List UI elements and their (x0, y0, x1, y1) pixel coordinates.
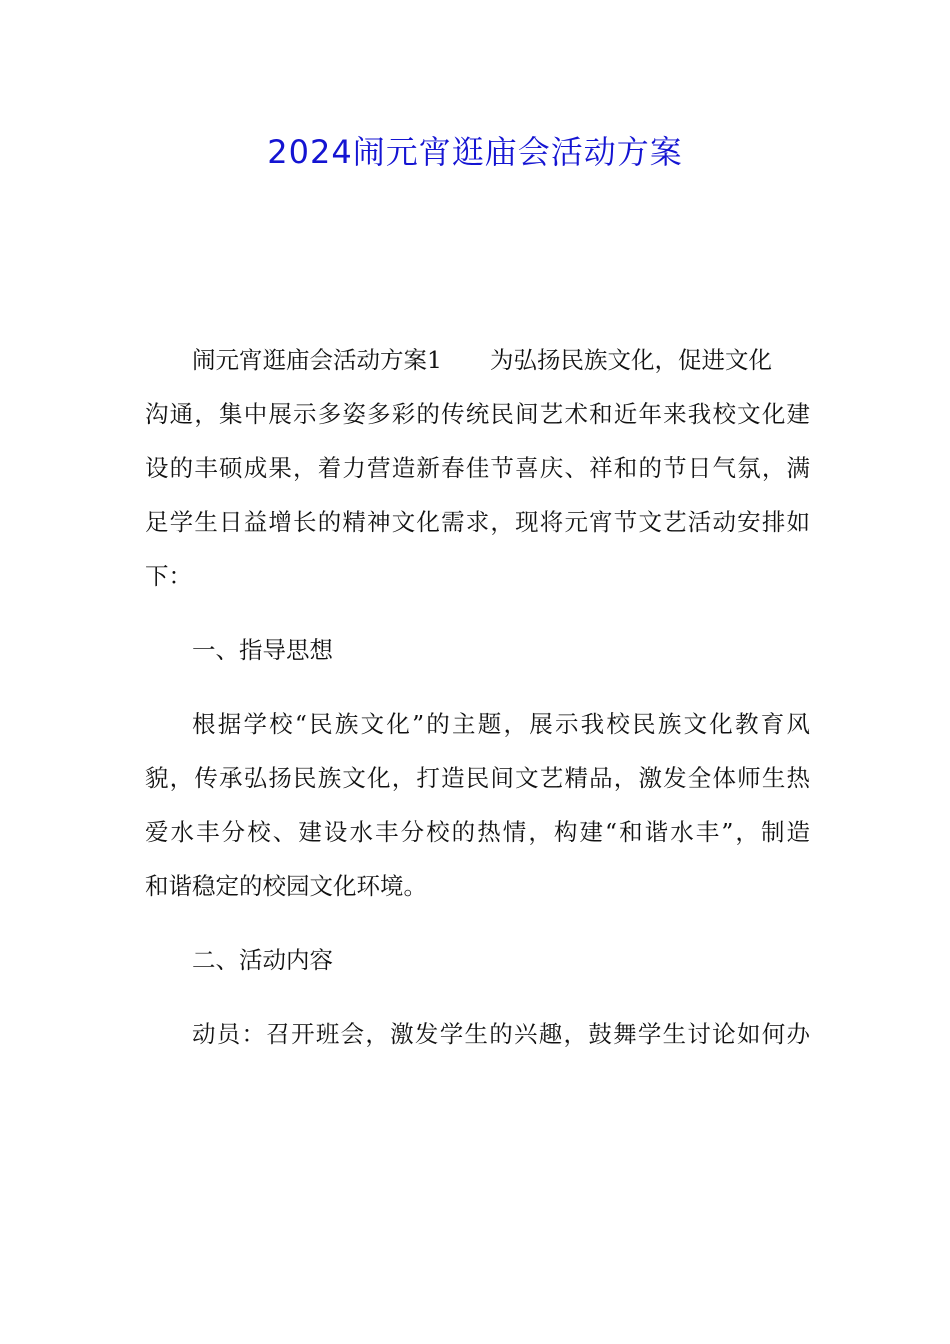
paragraph-line: 根据学校“民族文化”的主题，展示我校民族文化教育风 (192, 710, 810, 738)
paragraph-guiding-thought (145, 697, 810, 913)
paragraph-intro (145, 333, 810, 603)
document-body (145, 333, 810, 1061)
section-label: 闹元宵逛庙会活动方案1 (192, 346, 442, 374)
paragraph-line: 足学生日益增长的精神文化需求，现将元宵节文艺活动安排如 (145, 508, 810, 536)
document-title: 2024闹元宵逛庙会活动方案 (267, 133, 683, 171)
paragraph-line (145, 333, 810, 387)
paragraph-line: 下： (145, 562, 192, 590)
section-heading: 一、指导思想 (192, 636, 333, 664)
paragraph-line: 设的丰硕成果，着力营造新春佳节喜庆、祥和的节日气氛，满 (145, 454, 810, 482)
paragraph-line: 动员：召开班会，激发学生的兴趣，鼓舞学生讨论如何办 (192, 1020, 810, 1048)
paragraph-line: 貌，传承弘扬民族文化，打造民间文艺精品，激发全体师生热 (145, 764, 810, 792)
paragraph-line: 沟通，集中展示多姿多彩的传统民间艺术和近年来我校文化建 (145, 400, 810, 428)
section-heading-activity-content (145, 933, 810, 987)
paragraph-line: 爱水丰分校、建设水丰分校的热情，构建“和谐水丰”，制造 (145, 818, 810, 846)
paragraph-line: 和谐稳定的校园文化环境。 (145, 872, 427, 900)
section-heading-guiding-thought (145, 623, 810, 677)
paragraph-activity-content (145, 1007, 810, 1061)
section-heading: 二、活动内容 (192, 946, 333, 974)
paragraph-text: 为弘扬民族文化，促进文化 (489, 346, 772, 374)
